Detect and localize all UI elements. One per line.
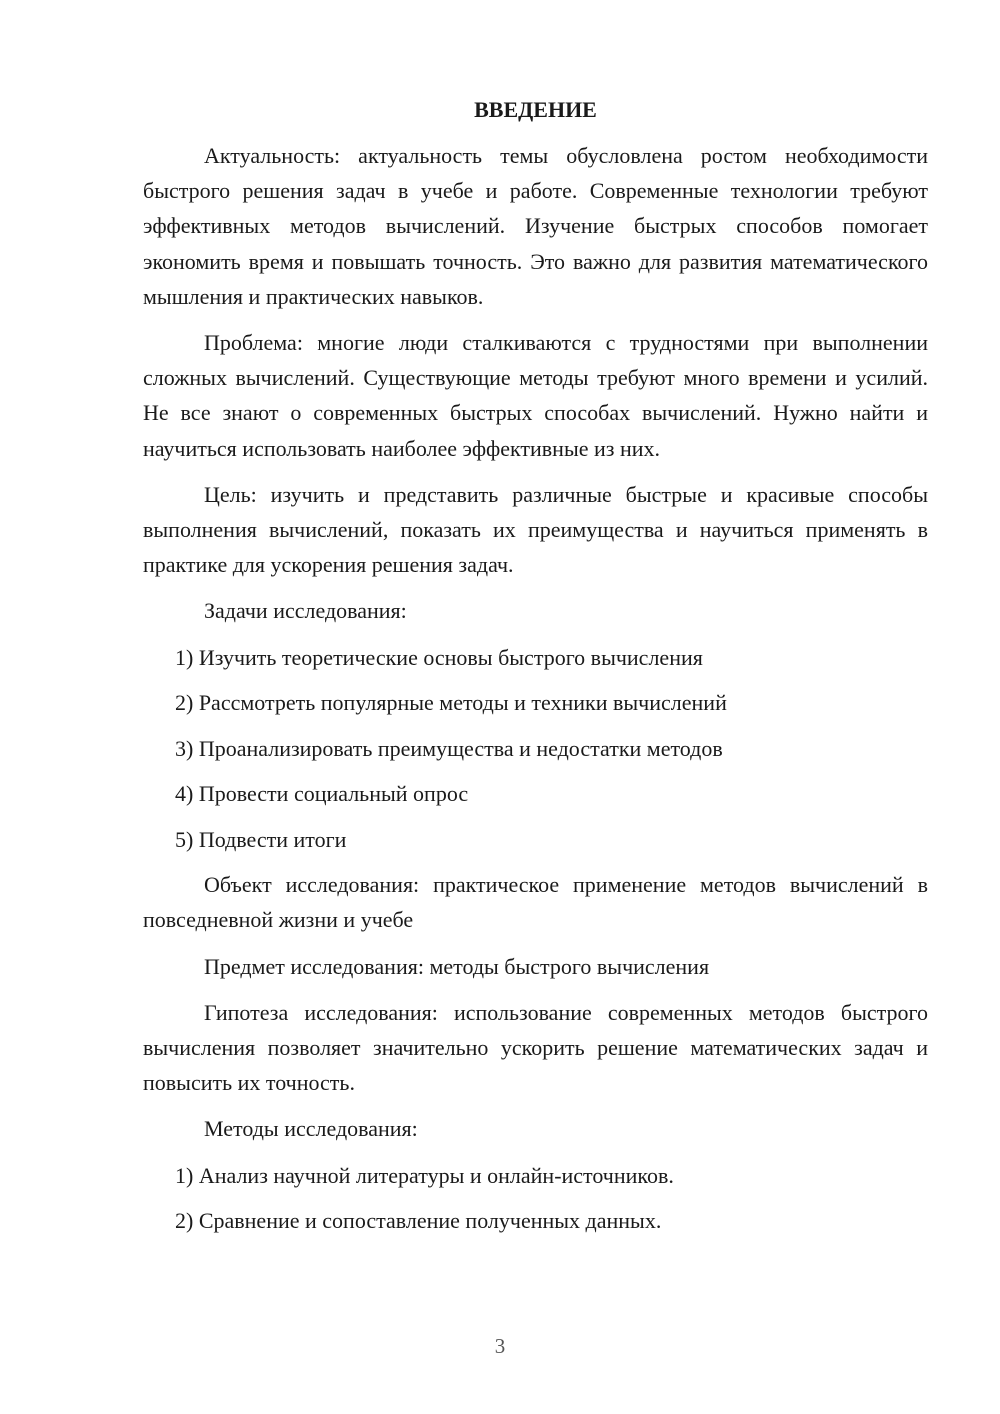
- tasks-title: Задачи исследования:: [204, 598, 407, 624]
- relevance-paragraph: Актуальность: актуальность темы обусловлена ростом необходимости быстрого решения задач в учебе и работе. Современные технологии требуют эффективных методов вычислений. Изучение быстрых способов помогает экономить время и повышать точность. Это важно для развития математического мышления и практических навыков.: [143, 143, 928, 309]
- tasks-list: [143, 640, 928, 857]
- goal-paragraph: Цель: изучить и представить различные быстрые и красивые способы выполнения вычислений, показать их преимущества и научиться применять в практике для ускорения решения задач.: [143, 481, 928, 578]
- list-item: 1) Анализ научной литературы и онлайн-источников.: [175, 1162, 674, 1188]
- list-item: 3) Проанализировать преимущества и недостатки методов: [175, 735, 723, 761]
- subject-paragraph: Предмет исследования: методы быстрого вычисления: [204, 953, 710, 979]
- methods-list: [143, 1158, 928, 1239]
- problem-paragraph: Проблема: многие люди сталкиваются с трудностями при выполнении сложных вычислений. Существующие методы требуют много времени и усилий. Не все знают о современных быстрых способах вычислений. Нужно найти и научиться использовать наиболее эффективные из них.: [143, 330, 928, 461]
- section-heading: ВВЕДЕНИЕ: [474, 97, 597, 122]
- list-item: 5) Подвести итоги: [175, 826, 347, 852]
- list-item: 2) Сравнение и сопоставление полученных данных.: [175, 1208, 662, 1234]
- object-paragraph: Объект исследования: практическое применение методов вычислений в повседневной жизни и учебе: [143, 872, 928, 933]
- list-item: 4) Провести социальный опрос: [175, 781, 469, 807]
- hypothesis-paragraph: Гипотеза исследования: использование современных методов быстрого вычисления позволяет значительно ускорить решение математических задач и повысить их точность.: [143, 999, 928, 1096]
- list-item: 1) Изучить теоретические основы быстрого вычисления: [175, 644, 703, 670]
- list-item: 2) Рассмотреть популярные методы и техники вычислений: [175, 690, 727, 716]
- methods-title: Методы исследования:: [204, 1116, 418, 1142]
- page-content: [143, 92, 928, 1249]
- page-number: 3: [494, 1334, 506, 1358]
